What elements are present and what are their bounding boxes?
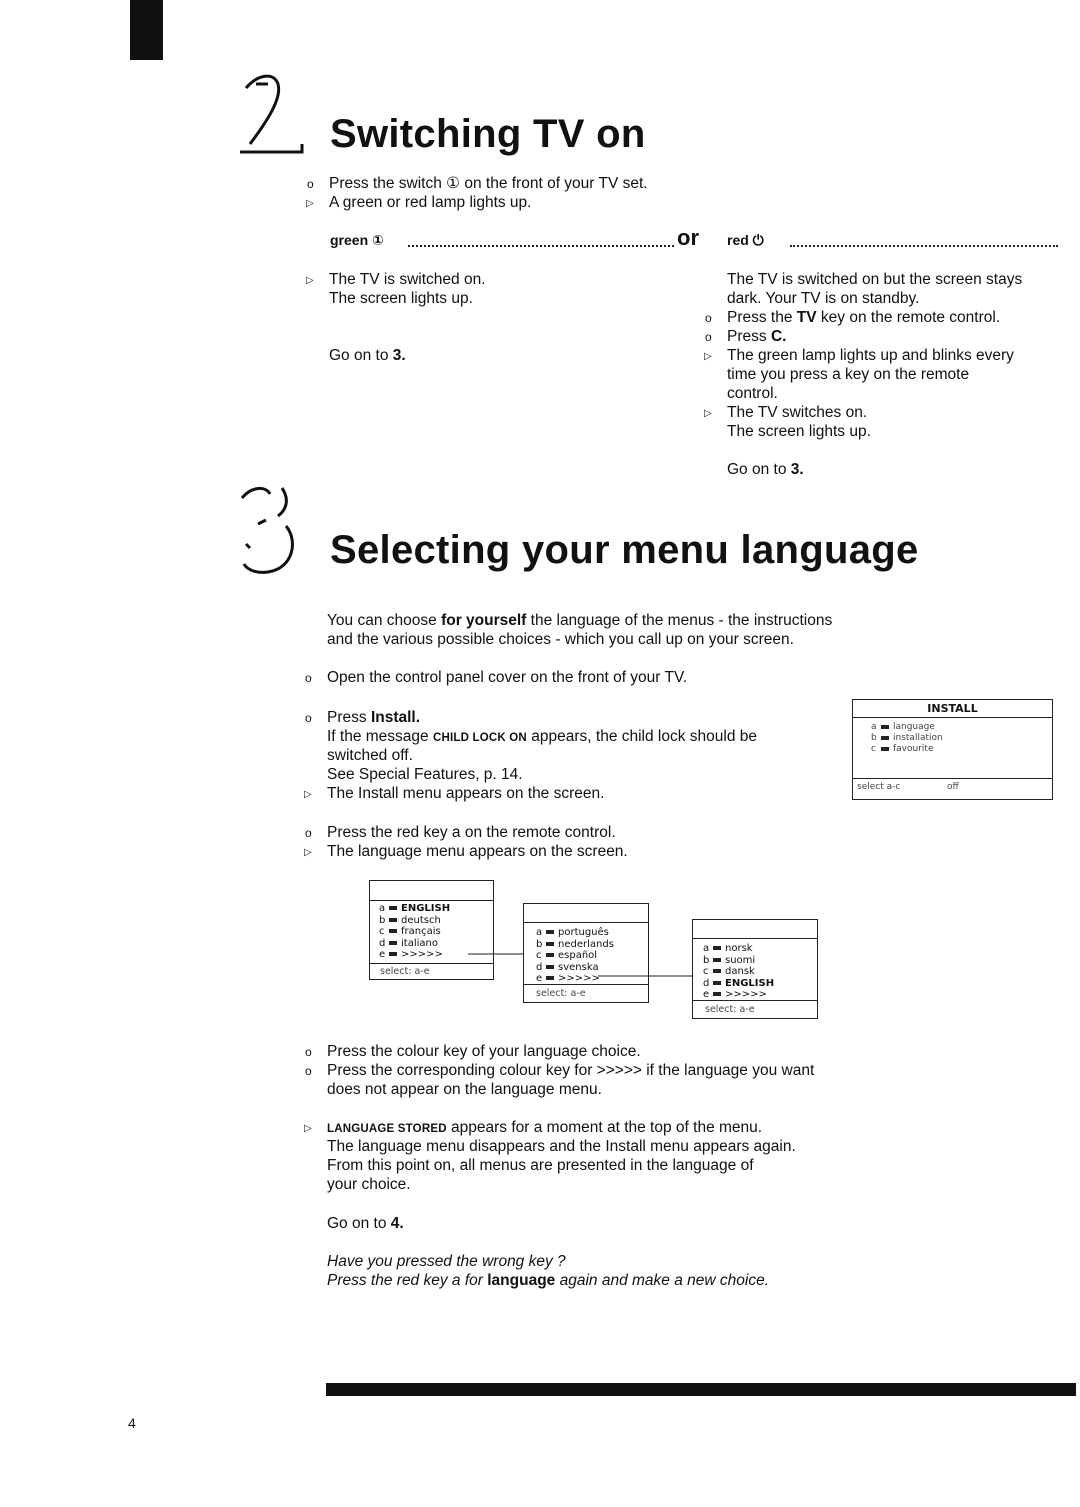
intro-post: the language of the menus - the instructions — [530, 612, 833, 629]
child-lock-post: appears, the child lock should be — [531, 728, 758, 745]
item-key: a — [871, 722, 877, 732]
go-on-prefix: Go on to — [329, 347, 389, 364]
press-tv-pre: Press the — [727, 309, 793, 326]
item-label: suomi — [725, 954, 756, 966]
child-lock-msg: CHILD LOCK ON — [432, 732, 527, 744]
right-screen-up: The screen lights up. — [727, 423, 871, 440]
switched-off: switched off. — [327, 747, 413, 764]
item-label: português — [558, 927, 609, 938]
open-cover: o Open the control panel cover on the front of your TV. — [327, 668, 687, 687]
go-on-4 — [327, 1214, 404, 1233]
press-again-bold: language — [487, 1272, 556, 1289]
item-key: c — [703, 966, 709, 977]
item-label: >>>>> — [725, 989, 767, 1000]
item-key: c — [871, 744, 876, 754]
see-special: See Special Features, p. 14. — [327, 766, 523, 783]
item-key: b — [703, 954, 710, 966]
item-label: svenska — [558, 961, 599, 973]
item-key: e — [379, 949, 386, 960]
press-colour: o Press the colour key of your language choice. — [327, 1042, 641, 1061]
press-corresponding: o Press the corresponding colour key for >>>>> if the language you want — [327, 1061, 814, 1080]
item-key: c — [536, 950, 542, 961]
item-key: c — [379, 926, 385, 937]
bottom-rule — [326, 1383, 1076, 1396]
menu-footer: select: a-e — [370, 963, 493, 977]
item-label: norsk — [725, 943, 753, 954]
right-line-1: The TV is switched on but the screen stays — [727, 271, 1023, 288]
press-install-key: Install. — [370, 709, 421, 726]
press-tv-post: key on the remote control. — [820, 309, 1001, 326]
item-label: dansk — [725, 966, 755, 977]
item-key: e — [536, 973, 543, 984]
section-3-title: Selecting your menu language — [330, 528, 919, 572]
left-result-1: ▷ The TV is switched on. — [329, 270, 486, 289]
green-label: green ① — [330, 232, 384, 248]
press-again-post: again and make a new choice. — [559, 1272, 769, 1289]
lang-appears: ▷ The language menu appears on the screen. — [327, 842, 628, 861]
menu-footer: select: a-e — [693, 1000, 817, 1015]
press-install-pre: Press — [327, 709, 367, 726]
item-label: español — [558, 950, 598, 961]
press-tv-key: TV — [796, 309, 817, 326]
page-number: 4 — [128, 1415, 136, 1431]
right-green-lamp-2: time you press a key on the remote — [727, 366, 970, 383]
item-label: >>>>> — [558, 973, 600, 984]
item-key: a — [379, 903, 386, 914]
go-on-number: 3. — [392, 347, 406, 364]
item-key: a — [703, 943, 710, 954]
right-green-lamp-3: control. — [727, 385, 778, 402]
install-appears: ▷ The Install menu appears on the screen. — [327, 784, 604, 803]
item-label: language — [893, 722, 935, 732]
item-key: b — [536, 938, 543, 950]
menu-footer: select: a-e — [524, 984, 648, 999]
language-stored — [327, 1118, 762, 1139]
press-c-pre: Press — [727, 328, 767, 345]
from-this-point: From this point on, all menus are presented in the language of — [327, 1157, 754, 1174]
item-key: b — [871, 733, 877, 743]
intro-pre: You can choose — [327, 612, 437, 629]
item-key: e — [703, 989, 710, 1000]
item-label: ENGLISH — [725, 977, 775, 989]
red-label: red ⏻ — [727, 232, 764, 248]
go-on-number: 4. — [390, 1215, 404, 1232]
or-label: or — [677, 225, 699, 250]
item-label: favourite — [893, 744, 934, 754]
footer-select: select a-c — [857, 782, 901, 792]
item-key: d — [703, 977, 710, 989]
intro-bold: for yourself — [441, 612, 527, 629]
install-menu-title: INSTALL — [853, 700, 1052, 718]
go-on-prefix: Go on to — [327, 1215, 387, 1232]
right-switches-on: ▷ The TV switches on. — [727, 403, 867, 422]
intro-press-switch: o Press the switch ① on the front of your TV set. — [329, 174, 648, 193]
stored-post: appears for a moment at the top of the menu. — [451, 1119, 763, 1136]
item-label: italiano — [401, 937, 438, 949]
item-key: b — [379, 914, 386, 926]
item-key: a — [536, 927, 543, 938]
left-result-2: The screen lights up. — [329, 290, 473, 307]
press-c-key: C. — [770, 328, 787, 345]
press-red: o Press the red key a on the remote control. — [327, 823, 616, 842]
right-line-2: dark. Your TV is on standby. — [727, 290, 920, 307]
go-on-prefix: Go on to — [727, 461, 787, 478]
item-label: deutsch — [401, 914, 441, 926]
item-key: d — [536, 961, 543, 973]
press-again — [327, 1271, 769, 1290]
your-choice: your choice. — [327, 1176, 411, 1193]
item-label: >>>>> — [401, 949, 443, 960]
child-lock-pre: If the message — [327, 728, 429, 745]
press-again-pre: Press the red key a for — [327, 1272, 483, 1289]
item-key: d — [379, 937, 386, 949]
intro-line-2: and the various possible choices - which you call up on your screen. — [327, 631, 794, 648]
menu-disappears: The language menu disappears and the Install menu appears again. — [327, 1138, 796, 1155]
intro-lamp-lights: ▷ A green or red lamp lights up. — [329, 193, 531, 212]
not-appear: does not appear on the language menu. — [327, 1081, 602, 1098]
right-green-lamp-1: ▷ The green lamp lights up and blinks every — [727, 346, 1014, 365]
item-label: installation — [893, 733, 943, 743]
footer-off: off — [947, 782, 959, 792]
item-label: ENGLISH — [401, 903, 451, 914]
stored-msg: LANGUAGE STORED — [327, 1123, 447, 1135]
item-label: nederlands — [558, 938, 614, 950]
section-2-title: Switching TV on — [330, 112, 646, 156]
wrong-key-question: Have you pressed the wrong key ? — [327, 1253, 566, 1270]
item-label: français — [401, 926, 441, 937]
go-on-number: 3. — [790, 461, 804, 478]
